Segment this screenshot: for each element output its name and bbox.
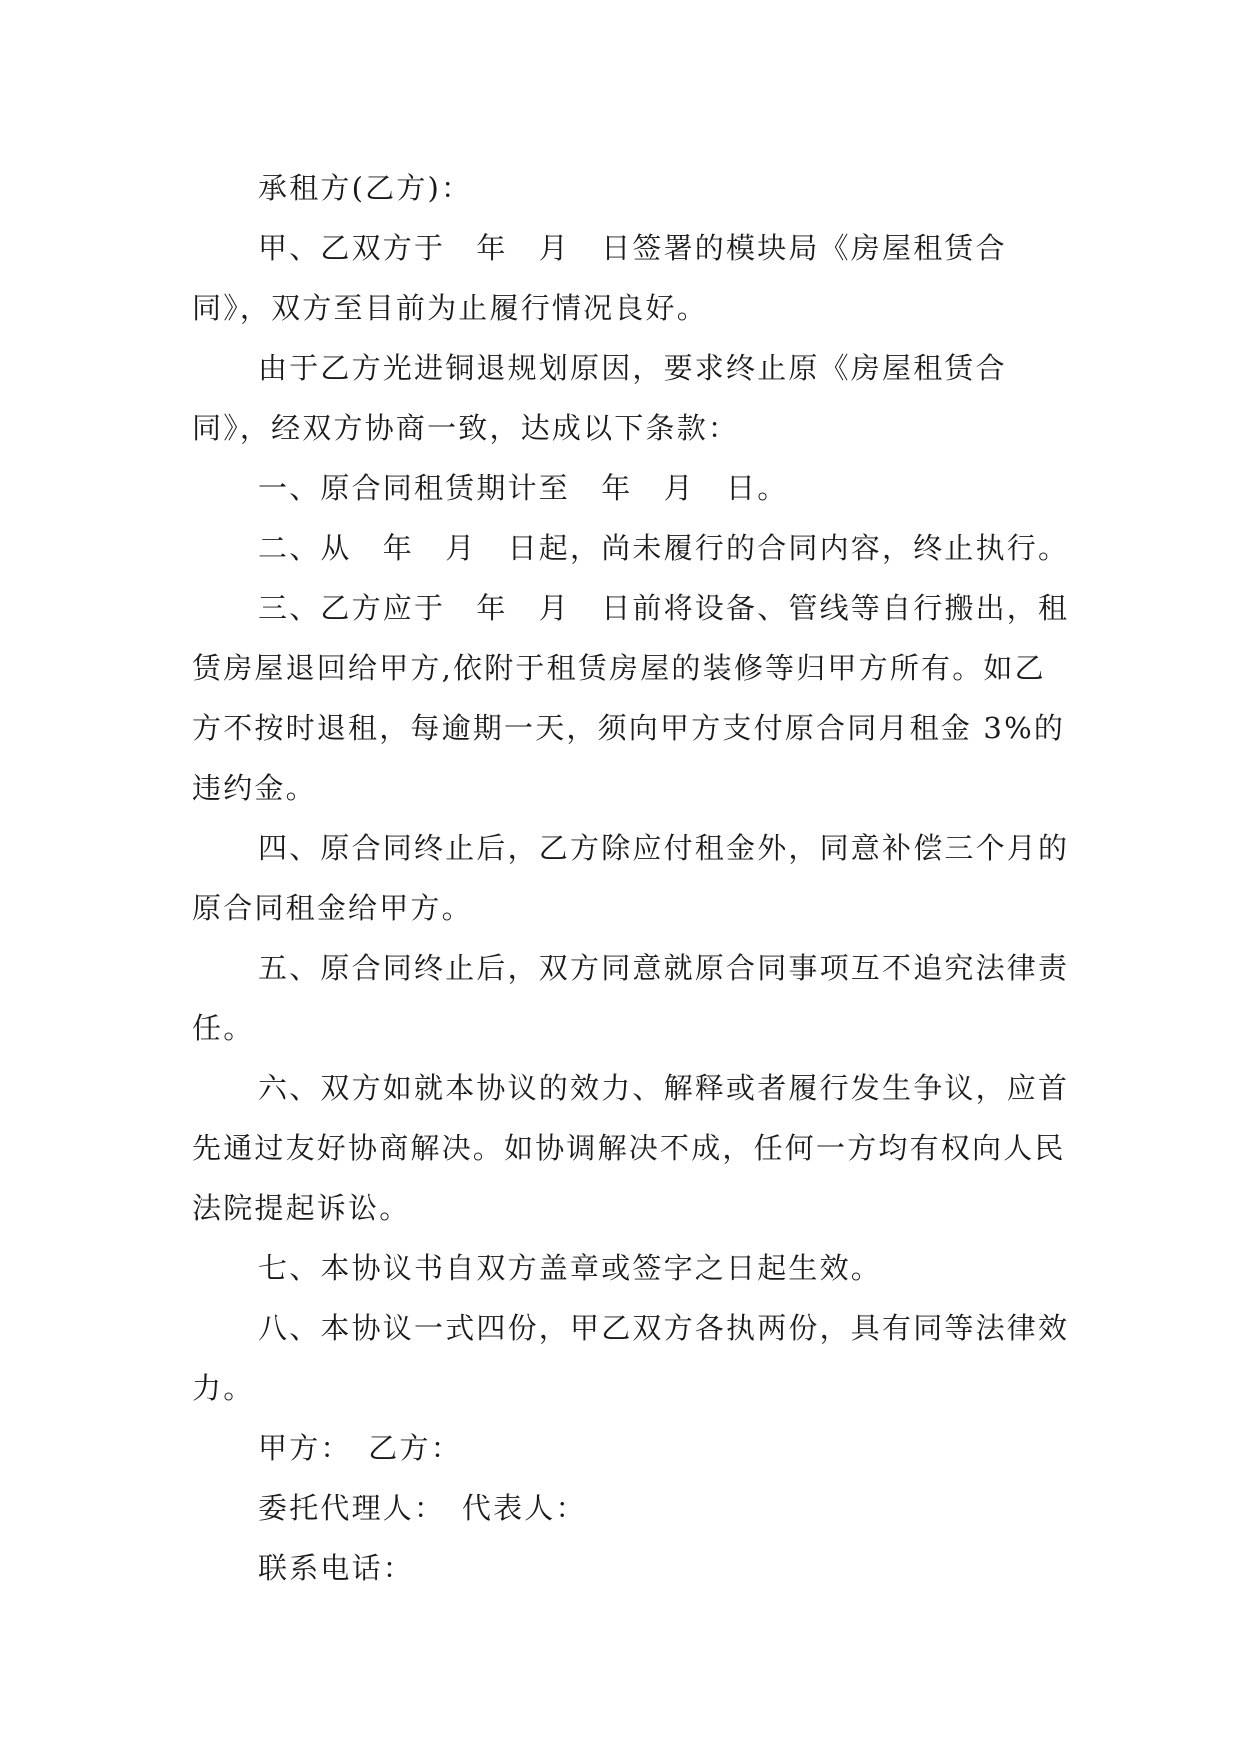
signature-agents: 委托代理人： 代表人： bbox=[258, 1491, 587, 1525]
clause-8: 八、本协议一式四份，甲乙双方各执两份，具有同等法律效力。 bbox=[192, 1311, 1070, 1405]
lessee-label: 承租方(乙方)： bbox=[258, 171, 473, 205]
signature-parties: 甲方： 乙方： bbox=[258, 1431, 462, 1465]
clause-2: 二、从 年 月 日起，尚未履行的合同内容，终止执行。 bbox=[258, 531, 1070, 565]
clause-1: 一、原合同租赁期计至 年 月 日。 bbox=[258, 471, 789, 505]
contact-phone: 联系电话： bbox=[258, 1551, 415, 1585]
clause-7: 七、本协议书自双方盖章或签字之日起生效。 bbox=[258, 1251, 883, 1285]
document-body bbox=[192, 158, 1072, 1598]
clause-5: 五、原合同终止后，双方同意就原合同事项互不追究法律责任。 bbox=[192, 951, 1070, 1045]
clause-4: 四、原合同终止后，乙方除应付租金外，同意补偿三个月的原合同租金给甲方。 bbox=[192, 831, 1070, 925]
reason-paragraph: 由于乙方光进铜退规划原因，要求终止原《房屋租赁合同》，经双方协商一致，达成以下条款： bbox=[192, 351, 1007, 445]
clause-3: 三、乙方应于 年 月 日前将设备、管线等自行搬出，租赁房屋退回给甲方,依附于租赁房屋的装修等归甲方所有。如乙方不按时退租，每逾期一天，须向甲方支付原合同月租金 3%的违约金。 bbox=[192, 591, 1070, 805]
clause-6: 六、双方如就本协议的效力、解释或者履行发生争议，应首先通过友好协商解决。如协调解决不成，任何一方均有权向人民法院提起诉讼。 bbox=[192, 1071, 1070, 1225]
intro-paragraph: 甲、乙双方于 年 月 日签署的模块局《房屋租赁合同》，双方至目前为止履行情况良好。 bbox=[192, 231, 1007, 325]
